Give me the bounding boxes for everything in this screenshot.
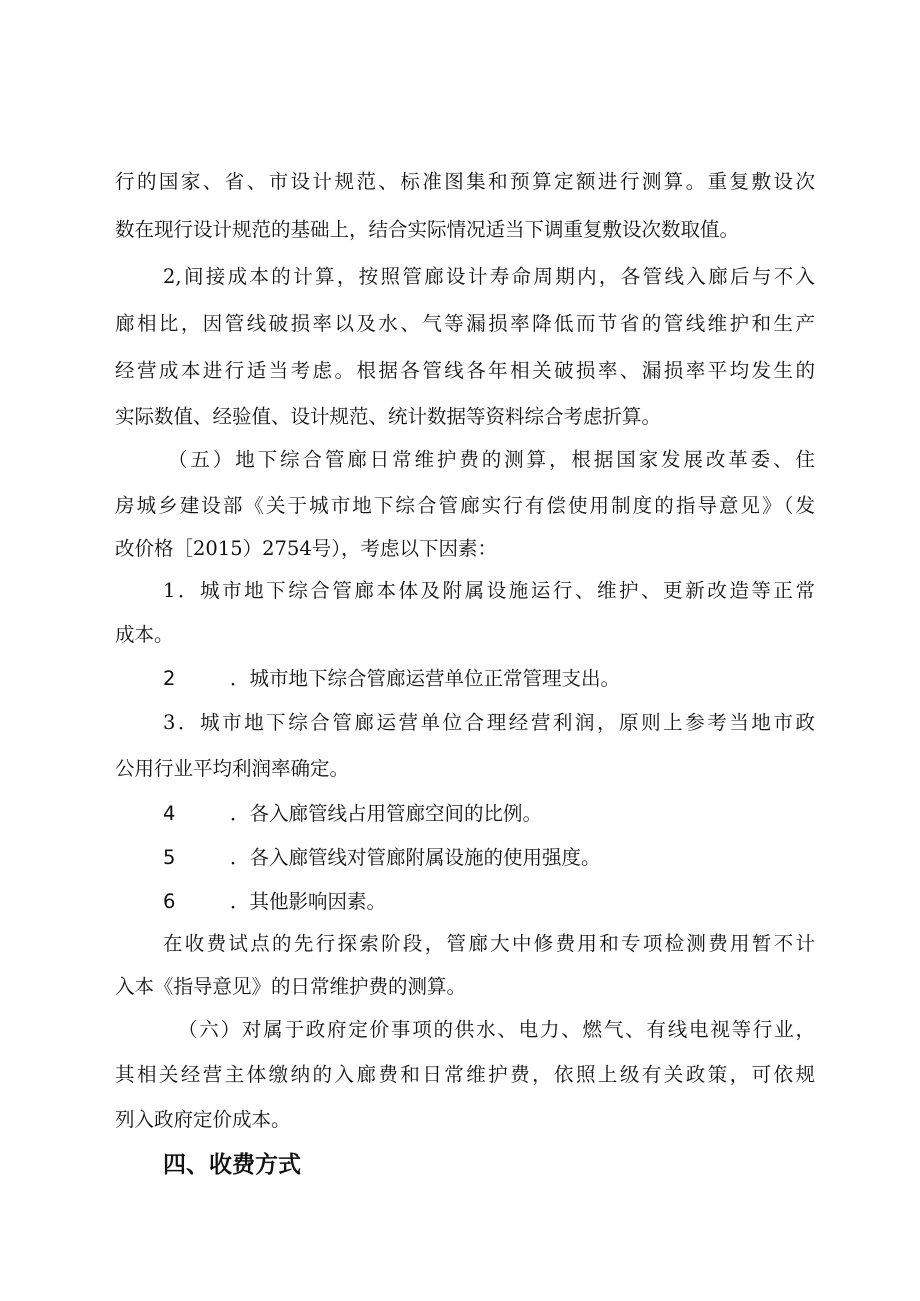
list-item: 3．城市地下综合管廊运营单位合理经营利润，原则上参考当地市政: [163, 711, 815, 734]
paragraph-line: （六）对属于政府定价事项的供水、电力、燃气、有线电视等行业，: [178, 1018, 815, 1041]
paragraph-line: 行的国家、省、市设计规范、标准图集和预算定额进行测算。重复敷设次: [115, 170, 815, 193]
paragraph-line: 列入政府定价成本。: [115, 1108, 291, 1131]
list-item-text: ．其他影响因素。: [230, 890, 387, 913]
list-item-number: 4: [163, 802, 176, 825]
section-heading: 四、收费方式: [163, 1152, 301, 1178]
paragraph-line: 房城乡建设部《关于城市地下综合管廊实行有偿使用制度的指导意见》（发: [115, 494, 815, 517]
list-item-number: 2: [163, 667, 176, 690]
list-item: 1．城市地下综合管廊本体及附属设施运行、维护、更新改造等正常: [163, 579, 815, 602]
paragraph-line: 入本《指导意见》的日常维护费的测算。: [115, 975, 467, 998]
paragraph-line: 廊相比，因管线破损率以及水、气等漏损率降低而节省的管线维护和生产: [115, 312, 815, 335]
paragraph-line: 改价格［2015）2754号），考虑以下因素：: [115, 537, 498, 560]
list-item-number: 6: [163, 890, 176, 913]
paragraph-line: 其相关经营主体缴纳的入廊费和日常维护费，依照上级有关政策，可依规: [115, 1063, 815, 1086]
paragraph-line: （五）地下综合管廊日常维护费的测算，根据国家发展改革委、住: [168, 448, 815, 471]
list-item-text: ．城市地下综合管廊运营单位正常管理支出。: [230, 667, 621, 690]
list-item-continuation: 成本。: [115, 623, 174, 646]
paragraph-line: 实际数值、经验值、设计规范、统计数据等资料综合考虑折算。: [115, 405, 662, 428]
list-item-number: 5: [163, 846, 176, 869]
list-item-text: ．各入廊管线占用管廊空间的比例。: [230, 802, 543, 825]
paragraph-line: 2,间接成本的计算，按照管廊设计寿命周期内，各管线入廊后与不入: [163, 265, 815, 288]
paragraph-line: 在收费试点的先行探索阶段，管廊大中修费用和专项检测费用暂不计: [163, 932, 815, 955]
list-item-continuation: 公用行业平均利润率确定。: [115, 757, 350, 780]
list-item-text: ．各入廊管线对管廊附属设施的使用强度。: [230, 846, 601, 869]
paragraph-line: 数在现行设计规范的基础上，结合实际情况适当下调重复敷设次数取值。: [115, 218, 740, 241]
paragraph-line: 经营成本进行适当考虑。根据各管线各年相关破损率、漏损率平均发生的: [115, 359, 815, 382]
